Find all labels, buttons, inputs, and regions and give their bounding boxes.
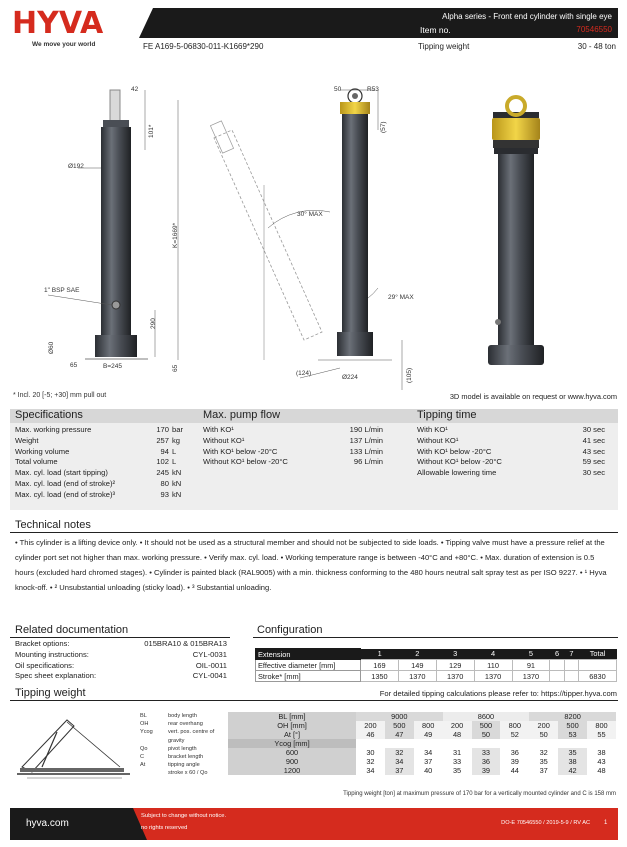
spec-row: Max. working pressure 170 bar — [15, 425, 183, 434]
dim-label: 50 — [334, 86, 342, 93]
dim-label: 42 — [131, 86, 139, 93]
related-doc-row: Bracket options: 015BRA10 & 015BRA13 — [15, 639, 227, 648]
related-doc-row: Oil specifications: OIL-0011 — [15, 660, 227, 670]
tipping-footnote: Tipping weight [ton] at maximum pressure of 170 bar for a vertically mounted cylinder and C is 158 mm — [343, 791, 616, 797]
divider — [253, 637, 618, 638]
configuration-title: Configuration — [257, 624, 323, 636]
model-note: 3D model is available on request or www.hyva.com — [449, 392, 617, 401]
tipper-link[interactable]: For detailed tipping calculations please refer to: https://tipper.hyva.com — [379, 689, 617, 698]
tipping-time-title: Tipping time — [417, 409, 477, 421]
related-doc-row: Spec sheet explanation: CYL-0041 — [15, 671, 227, 681]
divider — [10, 637, 230, 638]
spec-row: Max. cyl. load (end of stroke)³ 93 kN — [15, 489, 182, 499]
dim-label: Ø60 — [48, 341, 55, 354]
side-view-drawing — [48, 90, 178, 360]
header-bar-corner — [139, 8, 153, 38]
dim-label: 65 — [70, 362, 78, 369]
specifications-list — [15, 425, 185, 501]
tipping-weight-label: Tipping weight — [418, 42, 470, 51]
tipping-weight-table: BL [mm] 9000 8600 8200 OH [mm] 200 500 800 200 500 800 200 500 800 At [°] 46 47 49 48 50 52 50 53 55 Ycog [mm] 600 30 32 34 31 33 36 32 35 38 900 32 34 37 33 36 39 35 38 43 1200 34 37 40 35 39 44 37 42 48 — [228, 712, 616, 775]
tipping-diagram — [12, 712, 132, 782]
rod-eye-side — [110, 90, 120, 122]
dim-label: 101* — [148, 124, 155, 138]
tipping-time-row: Allowable lowering time 30 sec — [417, 468, 605, 478]
spec-row: Working volume 94 L — [15, 446, 177, 456]
dim-label: (57) — [380, 121, 387, 133]
dim-label: 29° MAX — [388, 294, 414, 301]
logo-tagline: We move your world — [32, 41, 96, 48]
pump-row: Without KO¹ below -20°C 96 L/min — [203, 457, 383, 467]
spec-row: Max. cyl. load (end of stroke)² 80 kN — [15, 478, 182, 488]
dim-label: (105) — [406, 367, 413, 383]
doc-title: Alpha series - Front end cylinder with single eye — [442, 12, 612, 21]
cylinder-3d-render — [488, 97, 544, 365]
footer-doc-ref: DO-E 70546550 / 2019-5-9 / RV AC — [501, 820, 590, 826]
related-docs-title: Related documentation — [15, 624, 129, 636]
spec-row: Total volume 102 L — [15, 457, 177, 467]
dim-label: 65 — [172, 364, 179, 372]
dim-label: K=1669* — [172, 222, 179, 248]
legend-row: Qo pivot length — [140, 745, 197, 752]
item-number: 70546550 — [576, 25, 612, 34]
dim-label: R53 — [367, 86, 379, 93]
divider — [10, 532, 618, 533]
pump-row: Without KO¹ 137 L/min — [203, 435, 383, 445]
ycog-row: 900 32 34 37 33 36 39 35 38 43 — [228, 757, 616, 766]
footer-site[interactable]: hyva.com — [26, 818, 69, 829]
pump-flow-title: Max. pump flow — [203, 409, 281, 421]
dim-label: B=245 — [103, 363, 122, 370]
pump-row: With KO¹ below -20°C 133 L/min — [203, 446, 383, 456]
specifications-title: Specifications — [15, 409, 83, 421]
technical-notes-text: • This cylinder is a lifting device only. • It should not be used as a structural member and should not be subjected to side loads. • Tipping valve must have a pressure relief at the cylinder port set not higher than max. working pressure. • Verify max. cyl. load. • Working temperature range is between -40°C and +80°C. • Max. duration of extension is 0.5 hours (excluded hard chromed stages). • Cylinder is painted black (RAL9005) with a min. thickness conforming to the 480 hours neutral salt spray test as per ISO 9227. • ¹ Hyva knock-off. • ² Unsubstantial unloading (sticky load). • ³ Substantial unloading. — [15, 538, 607, 592]
ycog-row: 1200 34 37 40 35 39 44 37 42 48 — [228, 766, 616, 775]
technical-notes-title: Technical notes — [15, 519, 91, 531]
tipping-time-row: With KO¹ below -20°C 43 sec — [417, 446, 605, 456]
legend-row: OH rear overhang — [140, 721, 203, 728]
tipping-time-list — [417, 425, 605, 479]
hyva-logo: HYVA — [12, 6, 104, 41]
related-doc-row: Mounting instructions: CYL-0031 — [15, 649, 227, 659]
pullout-footnote: * Incl. 20 [-5; +30] mm pull out — [13, 392, 107, 399]
related-docs-list — [15, 639, 227, 682]
specs-header-band — [10, 409, 618, 423]
part-code: FE A169-5-06830-011-K1669*290 — [143, 42, 264, 51]
tipping-time-row: With KO¹ 30 sec — [417, 425, 605, 434]
dim-label: Ø224 — [342, 374, 358, 381]
technical-drawing — [0, 60, 627, 395]
cylinder-body-front — [342, 114, 368, 334]
dim-label: 30° MAX — [297, 211, 323, 218]
pump-flow-list — [203, 425, 383, 468]
spec-row: Weight 257 kg — [15, 435, 181, 445]
divider — [10, 700, 618, 701]
page-number: 1 — [604, 820, 608, 826]
tipping-time-row: Without KO¹ 41 sec — [417, 435, 605, 445]
legend-row: stroke x 60 / Qo — [168, 770, 208, 777]
tipping-weight-title: Tipping weight — [15, 687, 86, 699]
dim-label: Ø192 — [68, 163, 84, 170]
dim-label: 290 — [150, 318, 157, 329]
pump-row: With KO¹ 190 L/min — [203, 425, 383, 434]
legend-row: Ycog vert. pos. centre of gravity — [140, 729, 215, 744]
dim-label: 1" BSP SAE — [44, 287, 80, 294]
legend-row: At tipping angle — [140, 762, 200, 769]
legend-row: C bracket length — [140, 754, 204, 761]
legend-row: BL body length — [140, 713, 197, 719]
spec-row: Max. cyl. load (start tipping) 245 kN — [15, 468, 182, 478]
tipping-legend — [140, 712, 216, 778]
configuration-table: Extension 1 2 3 4 5 6 7 Total Effective diameter [mm] 169 149 129 110 91 Stroke* [mm] 1350 1370 1370 1370 1370 6830 — [255, 648, 617, 682]
tipping-angle-drawing — [210, 89, 402, 390]
tipping-time-row: Without KO¹ below -20°C 59 sec — [417, 457, 605, 467]
footer-rights: no rights reserved — [141, 825, 188, 831]
dim-label: (124) — [296, 370, 312, 377]
footer-notice: Subject to change without notice. — [141, 813, 227, 819]
tipping-weight-value: 30 - 48 ton — [577, 42, 616, 51]
item-label: Item no. — [420, 25, 451, 35]
ycog-row: 600 30 32 34 31 33 36 32 35 38 — [228, 748, 616, 757]
